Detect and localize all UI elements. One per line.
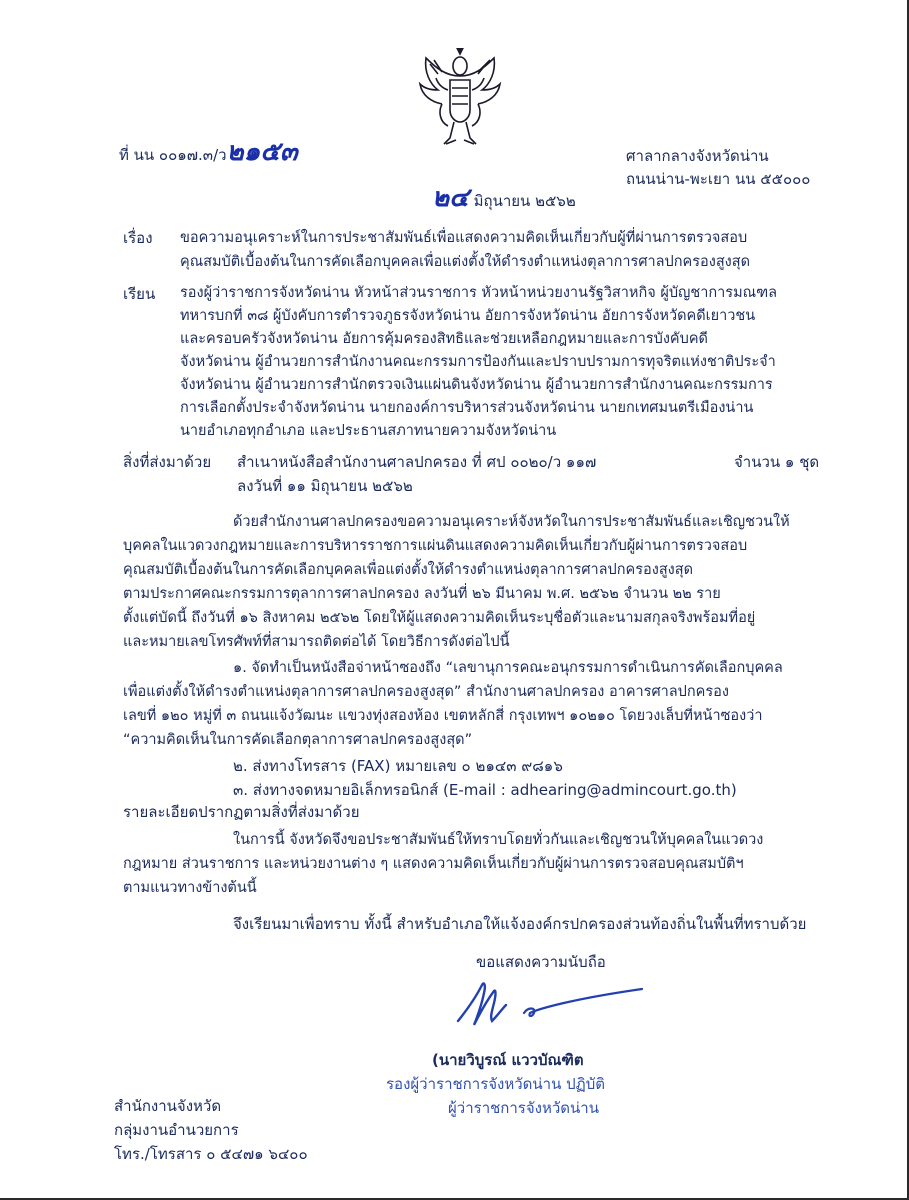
method-item-3: ๓. ส่งทางจดหมายอิเล็กทรอนิกส์ (E-mail : adhearing@admincourt.go.th) xyxy=(233,781,737,799)
to-label: เรียน xyxy=(123,285,156,303)
enclosure-label: สิ่งที่ส่งมาด้วย xyxy=(123,453,212,471)
recipient-line: รองผู้ว่าราชการจังหวัดน่าน หัวหน้าส่วนราชการ หัวหน้าหน่วยงานรัฐวิสาหกิจ ผู้บัญชาการมณฑล xyxy=(180,285,778,301)
method-line: เพื่อแต่งตั้งให้ดำรงตำแหน่งตุลาการศาลปกครองสูงสุด” สำนักงานศาลปกครอง อาคารศาลปกครอง xyxy=(123,684,729,700)
office-address: ถนนน่าน-พะเยา นน ๕๕๐๐๐ xyxy=(626,170,811,188)
method-line: เลขที่ ๑๒๐ หมู่ที่ ๓ ถนนแจ้งวัฒนะ แขวงทุ่งสองห้อง เขตหลักสี่ กรุงเทพฯ ๑๐๒๑๐ โดยวงเล็บที่หน้าซองว่า xyxy=(123,708,763,724)
office-name: ศาลากลางจังหวัดน่าน xyxy=(626,147,769,165)
method-item-2: ๒. ส่งทางโทรสาร (FAX) หมายเลข ๐ ๒๑๔๓ ๙๘๑๖ xyxy=(233,757,563,775)
body-line: และหมายเลขโทรศัพท์ที่สามารถติดต่อได้ โดยวิธีการดังต่อไปนี้ xyxy=(123,634,510,650)
footer-phone: โทร./โทรสาร ๐ ๕๔๗๑ ๖๔๐๐ xyxy=(114,1145,308,1163)
reference-number xyxy=(119,137,298,167)
signature-icon xyxy=(452,975,652,1035)
footer-department: สำนักงานจังหวัด xyxy=(114,1097,222,1115)
subject-text xyxy=(180,226,870,274)
date-month-year: มิถุนายน ๒๕๖๒ xyxy=(473,192,576,210)
enclosure-line-2: ลงวันที่ ๑๑ มิถุนายน ๒๕๖๒ xyxy=(237,477,413,495)
recipient-line: จังหวัดน่าน ผู้อำนวยการสำนักตรวจเงินแผ่นดินจังหวัดน่าน ผู้อำนวยการสำนักงานคณะกรรมการ xyxy=(180,377,773,393)
subject-label: เรื่อง xyxy=(123,229,153,247)
reference-prefix: ที่ นน ๐๐๑๗.๓/ว xyxy=(119,146,227,164)
body-paragraph-3: จึงเรียนมาเพื่อทราบ ทั้งนี้ สำหรับอำเภอให้แจ้งองค์กรปกครองส่วนท้องถิ่นในพื้นที่ทราบด้วย xyxy=(233,915,807,933)
enclosure-line-1: สำเนาหนังสือสำนักงานศาลปกครอง ที่ ศป ๐๐๒๐/ว ๑๑๗ xyxy=(237,453,597,471)
method-item-1 xyxy=(123,656,823,752)
reference-number-handwritten: ๒๑๕๓ xyxy=(226,137,298,167)
subject-line: คุณสมบัติเบื้องต้นในการคัดเลือกบุคคลเพื่อแต่งตั้งให้ดำรงตำแหน่งตุลาการศาลปกครองสูงสุด xyxy=(180,254,751,270)
signer-title-1: รองผู้ว่าราชการจังหวัดน่าน ปฏิบัติ xyxy=(386,1075,605,1093)
signer-name: (นายวิบูรณ์ แววบัณฑิต xyxy=(432,1051,584,1069)
body-line: คุณสมบัติเบื้องต้นในการคัดเลือกบุคคลเพื่อแต่งตั้งให้ดำรงตำแหน่งตุลาการศาลปกครองสูงสุด xyxy=(123,562,694,578)
enclosure-quantity: จำนวน ๑ ชุด xyxy=(734,453,820,471)
body-line: ตามประกาศคณะกรรมการตุลาการศาลปกครอง ลงวันที่ ๒๖ มีนาคม พ.ศ. ๒๕๖๒ จำนวน ๒๒ ราย xyxy=(123,586,721,602)
subject-line: ขอความอนุเคราะห์ในการประชาสัมพันธ์เพื่อแสดงความคิดเห็นเกี่ยวกับผู้ที่ผ่านการตรวจสอบ xyxy=(180,230,748,246)
signer-title-2: ผู้ว่าราชการจังหวัดน่าน xyxy=(448,1099,599,1117)
body-line: ด้วยสำนักงานศาลปกครองขอความอนุเคราะห์จังหวัดในการประชาสัมพันธ์และเชิญชวนให้ xyxy=(233,514,790,530)
details-note: รายละเอียดปรากฏตามสิ่งที่ส่งมาด้วย xyxy=(123,803,360,821)
footer-group: กลุ่มงานอำนวยการ xyxy=(114,1121,239,1139)
body-line: ตั้งแต่บัดนี้ ถึงวันที่ ๑๖ สิงหาคม ๒๕๖๒ โดยให้ผู้แสดงความคิดเห็นระบุชื่อตัวและนามสกุลจริงพร้อมที่อยู่ xyxy=(123,610,756,626)
closing-regards: ขอแสดงความนับถือ xyxy=(476,953,606,971)
method-line: “ความคิดเห็นในการคัดเลือกตุลาการศาลปกครองสูงสุด” xyxy=(123,732,473,748)
recipient-line: ทหารบกที่ ๓๘ ผู้บังคับการตำรวจภูธรจังหวัดน่าน อัยการจังหวัดน่าน อัยการจังหวัดคดีเยาวชน xyxy=(180,308,756,324)
recipients-text xyxy=(180,282,870,443)
recipient-line: การเลือกตั้งประจำจังหวัดน่าน นายกองค์การบริหารส่วนจังหวัดน่าน นายกเทศมนตรีเมืองน่าน xyxy=(180,400,754,416)
recipient-line: จังหวัดน่าน ผู้อำนวยการสำนักงานคณะกรรมการป้องกันและปราบปรามการทุจริตแห่งชาติประจำ xyxy=(180,354,776,370)
body-line: ในการนี้ จังหวัดจึงขอประชาสัมพันธ์ให้ทราบโดยทั่วกันและเชิญชวนให้บุคคลในแวดวง xyxy=(233,832,764,848)
date-day-handwritten: ๒๔ xyxy=(432,183,469,213)
recipient-line: นายอำเภอทุกอำเภอ และประธานสภาทนายความจังหวัดน่าน xyxy=(180,423,557,439)
body-paragraph-2 xyxy=(123,828,823,900)
body-line: บุคคลในแวดวงกฎหมายและการบริหารราชการแผ่นดินแสดงความคิดเห็นเกี่ยวกับผู้ผ่านการตรวจสอบ xyxy=(123,538,748,554)
body-line: กฎหมาย ส่วนราชการ และหน่วยงานต่าง ๆ แสดงความคิดเห็นเกี่ยวกับผู้ผ่านการตรวจสอบคุณสมบัติฯ xyxy=(123,856,744,872)
body-line: ตามแนวทางข้างต้นนี้ xyxy=(123,880,257,896)
recipient-line: และครอบครัวจังหวัดน่าน อัยการคุ้มครองสิทธิและช่วยเหลือกฎหมายและการบังคับคดี xyxy=(180,331,708,347)
letter-date xyxy=(432,183,576,213)
body-paragraph-1 xyxy=(123,510,823,654)
method-line: ๑. จัดทำเป็นหนังสือจ่าหน้าซองถึง “เลขานุการคณะอนุกรรมการดำเนินการคัดเลือกบุคคล xyxy=(233,660,783,676)
garuda-emblem-icon xyxy=(416,48,504,148)
